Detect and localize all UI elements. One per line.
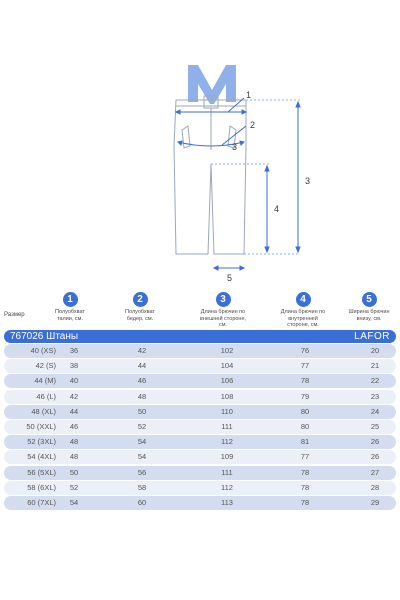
- column-2-label: Полуобхват бедер, см.: [125, 309, 155, 322]
- table-row: [4, 420, 396, 434]
- table-title-bar: [4, 330, 396, 343]
- value-cell: 23: [370, 391, 380, 401]
- size-cell: 50 (XXL): [26, 421, 56, 431]
- column-3: [198, 292, 248, 329]
- value-cell: 80: [300, 421, 310, 431]
- column-4-label: Длина брючин по внутренней стороне, см.: [280, 309, 326, 328]
- size-cell: 56 (5XL): [27, 467, 56, 477]
- value-cell: 112: [221, 437, 233, 447]
- marker-1: 1: [246, 90, 252, 100]
- value-cell: 42: [69, 391, 79, 401]
- value-cell: 76: [300, 346, 310, 355]
- value-cell: 50: [137, 406, 147, 416]
- marker-4: 4: [274, 204, 280, 214]
- value-cell: 78: [300, 497, 310, 507]
- size-table: [4, 344, 396, 511]
- marker-3: 3: [232, 142, 238, 152]
- suspenders: [188, 65, 236, 104]
- value-cell: 77: [300, 361, 310, 371]
- value-cell: 25: [370, 421, 380, 431]
- value-cell: 28: [370, 482, 380, 492]
- value-cell: 21: [370, 361, 380, 371]
- marker-2: 2: [250, 120, 256, 130]
- value-cell: 109: [220, 452, 234, 462]
- value-cell: 56: [137, 467, 147, 477]
- value-cell: 40: [69, 376, 79, 386]
- value-cell: 26: [370, 452, 380, 462]
- value-cell: 79: [300, 391, 310, 401]
- column-1-number: 1: [63, 292, 78, 307]
- table-row: [4, 405, 396, 419]
- value-cell: 50: [69, 467, 79, 477]
- value-cell: 106: [220, 376, 234, 386]
- size-cell: 48 (XL): [31, 406, 56, 416]
- value-cell: 26: [370, 437, 380, 447]
- size-cell: 46 (L): [36, 391, 56, 401]
- brand-name: LAFOR: [354, 331, 390, 342]
- value-cell: 104: [220, 361, 234, 371]
- size-cell: 58 (6XL): [27, 482, 56, 492]
- trousers-diagram: [0, 0, 400, 290]
- value-cell: 102: [220, 346, 234, 355]
- value-cell: 27: [370, 467, 380, 477]
- value-cell: 44: [69, 406, 79, 416]
- value-cell: 48: [137, 391, 147, 401]
- value-cell: 78: [300, 467, 310, 477]
- column-5-number: 5: [362, 292, 377, 307]
- value-cell: 48: [69, 437, 79, 447]
- table-row: [4, 374, 396, 388]
- size-cell: 52 (3XL): [27, 437, 56, 447]
- size-cell: 42 (S): [35, 361, 56, 371]
- size-cell: 60 (7XL): [27, 497, 56, 507]
- column-1-label: Полуобхват талии, см.: [55, 309, 85, 322]
- value-cell: 54: [137, 452, 147, 462]
- trousers-outline: [174, 96, 246, 254]
- value-cell: 111: [221, 421, 233, 431]
- marker-5: 5: [227, 273, 233, 283]
- column-2: [120, 292, 160, 322]
- value-cell: 80: [300, 406, 310, 416]
- column-4: [278, 292, 328, 329]
- column-5-label: Ширина брючин внизу, см.: [348, 309, 390, 322]
- value-cell: 48: [69, 452, 79, 462]
- value-cell: 112: [221, 482, 233, 492]
- value-cell: 46: [69, 421, 79, 431]
- value-cell: 20: [370, 346, 380, 355]
- value-cell: 52: [137, 421, 147, 431]
- table-row: [4, 359, 396, 373]
- value-cell: 38: [69, 361, 79, 371]
- marker-3-length: 3: [305, 176, 311, 186]
- table-row: [4, 435, 396, 449]
- value-cell: 113: [221, 497, 233, 507]
- table-row: [4, 344, 396, 358]
- value-cell: 108: [220, 391, 234, 401]
- value-cell: 77: [300, 452, 310, 462]
- column-1: [50, 292, 90, 322]
- value-cell: 46: [137, 376, 147, 386]
- column-2-number: 2: [133, 292, 148, 307]
- value-cell: 78: [300, 482, 310, 492]
- value-cell: 29: [370, 497, 380, 507]
- column-3-label: Длина брючин по внешней стороне, см.: [199, 309, 247, 328]
- column-headers: [0, 292, 400, 330]
- value-cell: 111: [221, 467, 233, 477]
- size-cell: 44 (M): [34, 376, 56, 386]
- value-cell: 110: [221, 406, 233, 416]
- value-cell: 52: [69, 482, 79, 492]
- value-cell: 58: [137, 482, 147, 492]
- value-cell: 36: [69, 346, 79, 355]
- value-cell: 44: [137, 361, 147, 371]
- value-cell: 54: [69, 497, 79, 507]
- value-cell: 22: [370, 376, 380, 386]
- column-3-number: 3: [216, 292, 231, 307]
- table-row: [4, 390, 396, 404]
- table-row: [4, 496, 396, 510]
- table-row: [4, 450, 396, 464]
- table-row: [4, 481, 396, 495]
- value-cell: 81: [300, 437, 310, 447]
- size-cell: 54 (4XL): [27, 452, 56, 462]
- table-row: [4, 466, 396, 480]
- value-cell: 42: [137, 346, 147, 355]
- value-cell: 78: [300, 376, 310, 386]
- column-5: [344, 292, 394, 322]
- size-cell: 40 (XS): [30, 346, 56, 355]
- value-cell: 54: [137, 437, 147, 447]
- value-cell: 60: [137, 497, 147, 507]
- size-column-header: Размер: [4, 312, 25, 318]
- measure-lines: [176, 98, 300, 270]
- column-4-number: 4: [296, 292, 311, 307]
- product-title: 767026 Штаны: [10, 331, 79, 342]
- value-cell: 24: [370, 406, 380, 416]
